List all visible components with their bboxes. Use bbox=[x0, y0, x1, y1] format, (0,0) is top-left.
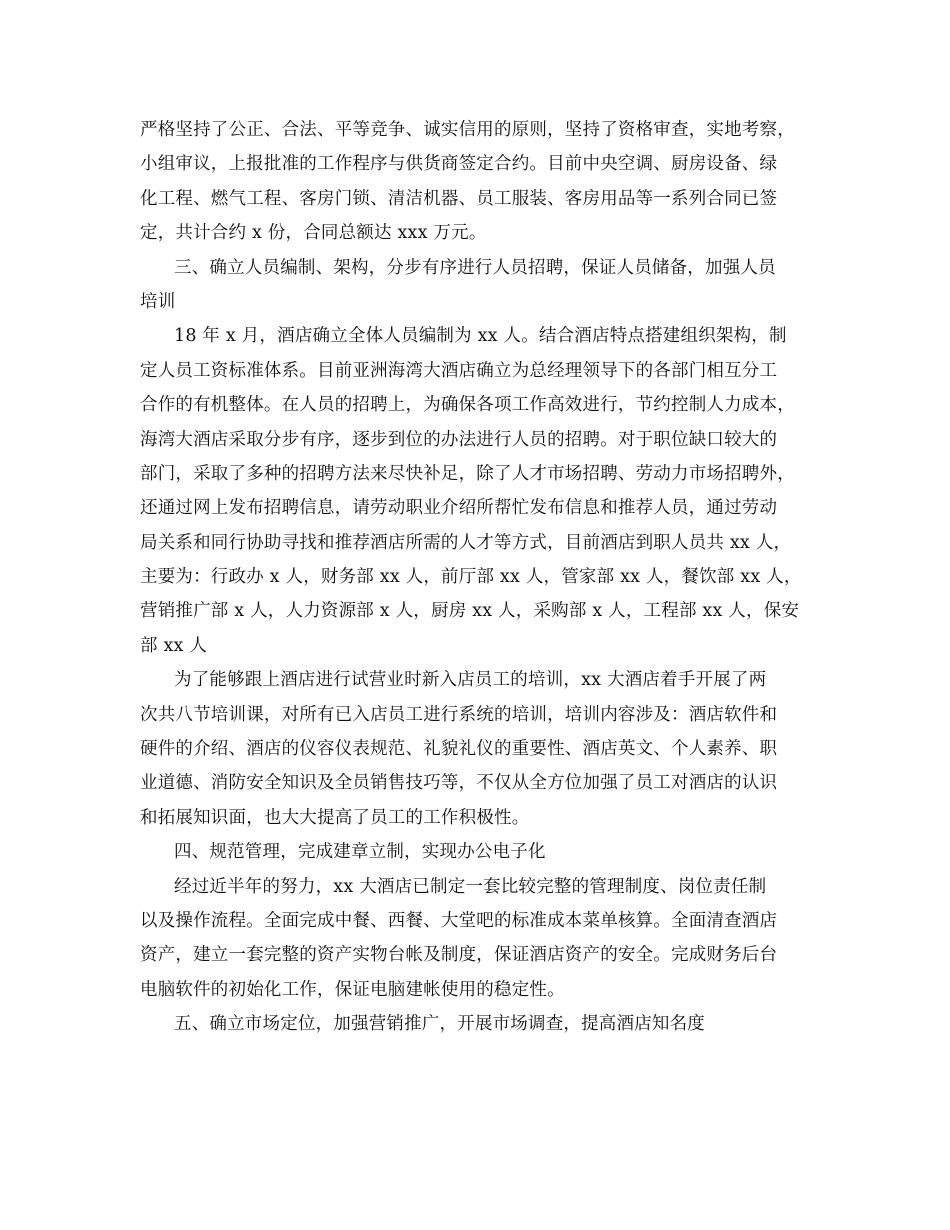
text-line: 为了能够跟上酒店进行试营业时新入店员工的培训，xx 大酒店着手开展了两 bbox=[174, 670, 767, 691]
text-line: 海湾大酒店采取分步有序，逐步到位的办法进行人员的招聘。对于职位缺口较大的 bbox=[140, 429, 778, 450]
text-line: 部门，采取了多种的招聘方法来尽快补足，除了人才市场招聘、劳动力市场招聘外， bbox=[140, 463, 795, 484]
text-line: 五、确立市场定位，加强营销推广，开展市场调查，提高酒店知名度 bbox=[174, 1014, 705, 1035]
text-line: 严格坚持了公正、合法、平等竞争、诚实信用的原则，坚持了资格审查，实地考察， bbox=[140, 120, 795, 140]
text-line: 部 xx 人 bbox=[140, 635, 208, 656]
text-line: 定，共计合约 x 份，合同总额达 xxx 万元。 bbox=[140, 223, 487, 244]
text-line: 以及操作流程。全面完成中餐、西餐、大堂吧的标准成本菜单核算。全面清查酒店 bbox=[140, 910, 778, 931]
text-line: 经过近半年的努力，xx 大酒店已制定一套比较完整的管理制度、岗位责任制 bbox=[174, 876, 767, 897]
text-line: 业道德、消防安全知识及全员销售技巧等，不仅从全方位加强了员工对酒店的认识 bbox=[140, 773, 778, 794]
text-line: 化工程、燃气工程、客房门锁、清洁机器、员工服装、客房用品等一系列合同已签 bbox=[140, 188, 778, 209]
text-line: 合作的有机整体。在人员的招聘上，为确保各项工作高效进行，节约控制人力成本， bbox=[140, 395, 795, 416]
text-line: 18 年 x 月，酒店确立全体人员编制为 xx 人。结合酒店特点搭建组织架构，制 bbox=[174, 326, 787, 347]
text-line: 定人员工资标准体系。目前亚洲海湾大酒店确立为总经理领导下的各部门相互分工 bbox=[140, 360, 778, 381]
text-line: 主要为：行政办 x 人，财务部 xx 人，前厅部 xx 人，管家部 xx 人，餐饮部 xx 人， bbox=[140, 567, 802, 588]
text-line: 三、确立人员编制、架构，分步有序进行人员招聘，保证人员储备，加强人员 bbox=[174, 257, 776, 278]
text-line: 硬件的介绍、酒店的仪容仪表规范、礼貌礼仪的重要性、酒店英文、个人素养、职 bbox=[140, 739, 778, 760]
text-line: 四、规范管理，完成建章立制，实现办公电子化 bbox=[174, 842, 546, 863]
text-line: 小组审议，上报批准的工作程序与供货商签定合约。目前中央空调、厨房设备、绿 bbox=[140, 154, 778, 175]
document-body bbox=[140, 113, 830, 1042]
text-line: 营销推广部 x 人，人力资源部 x 人，厨房 xx 人，采购部 x 人，工程部 xx 人，保安 bbox=[140, 601, 800, 622]
text-line: 资产，建立一套完整的资产实物台帐及制度，保证酒店资产的安全。完成财务后台 bbox=[140, 945, 778, 966]
text-line: 电脑软件的初始化工作，保证电脑建帐使用的稳定性。 bbox=[140, 979, 565, 1000]
text-line: 次共八节培训课，对所有已入店员工进行系统的培训，培训内容涉及：酒店软件和 bbox=[140, 704, 778, 725]
text-line: 和拓展知识面，也大大提高了员工的工作积极性。 bbox=[140, 807, 530, 828]
text-line: 局关系和同行协助寻找和推荐酒店所需的人才等方式，目前酒店到职人员共 xx 人， bbox=[140, 532, 792, 553]
text-line: 还通过网上发布招聘信息，请劳动职业介绍所帮忙发布信息和推荐人员，通过劳动 bbox=[140, 498, 778, 519]
text-line: 培训 bbox=[140, 291, 176, 312]
